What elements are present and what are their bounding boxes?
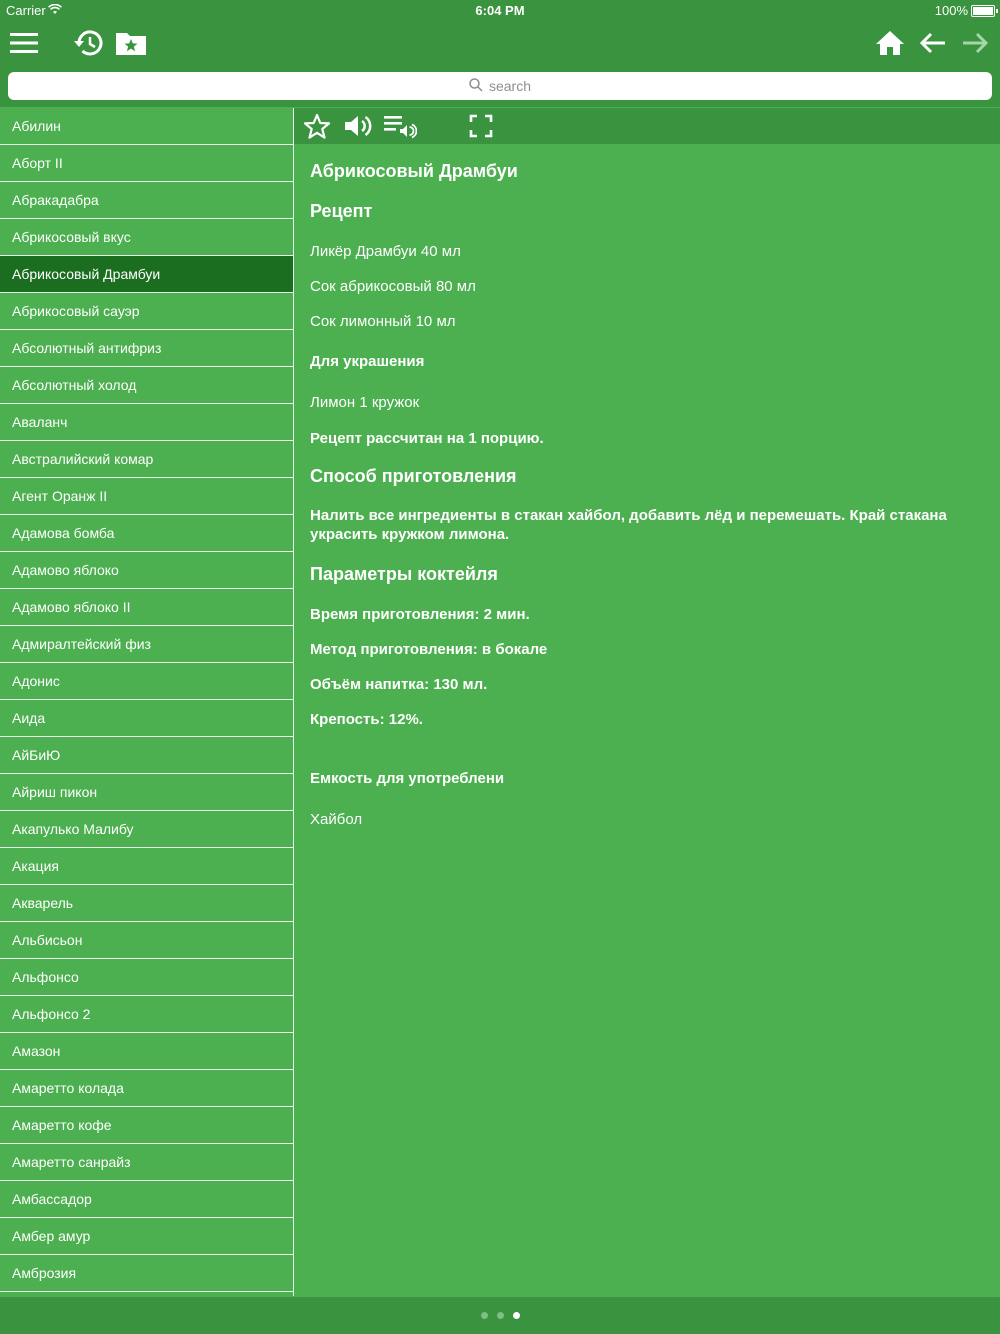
list-item[interactable]: Акапулько Малибу — [0, 811, 293, 848]
param-item: Крепость: 12%. — [310, 711, 423, 728]
list-item[interactable]: Амбассадор — [0, 1181, 293, 1218]
fullscreen-icon[interactable] — [464, 112, 498, 140]
search-icon — [469, 78, 489, 95]
list-item[interactable]: Амаретто санрайз — [0, 1144, 293, 1181]
ingredient: Сок лимонный 10 мл — [310, 313, 456, 330]
top-bar — [0, 0, 1000, 107]
list-item[interactable]: Альфонсо 2 — [0, 996, 293, 1033]
list-item[interactable]: Амаретто колада — [0, 1070, 293, 1107]
list-item[interactable]: Альбисьон — [0, 922, 293, 959]
home-icon[interactable] — [873, 26, 907, 60]
page-indicator[interactable] — [0, 1312, 1000, 1319]
list-item[interactable]: Адонис — [0, 663, 293, 700]
menu-icon[interactable] — [7, 26, 41, 60]
ingredient: Ликёр Драмбуи 40 мл — [310, 243, 461, 260]
list-item[interactable]: Амброзия — [0, 1255, 293, 1292]
list-item[interactable]: Абракадабра — [0, 182, 293, 219]
list-item[interactable]: Адамово яблоко II — [0, 589, 293, 626]
favorites-folder-icon[interactable] — [114, 26, 148, 60]
list-item[interactable]: Аваланч — [0, 404, 293, 441]
list-item[interactable]: Акация — [0, 848, 293, 885]
params-heading: Параметры коктейля — [310, 564, 498, 584]
method-text: Налить все ингредиенты в стакан хайбол, добавить лёд и перемешать. Край стакана украсить кружком лимона. — [310, 507, 947, 543]
forward-arrow-icon[interactable] — [958, 26, 992, 60]
list-item[interactable]: Айриш пикон — [0, 774, 293, 811]
param-item: Объём напитка: 130 мл. — [310, 676, 488, 693]
star-icon[interactable] — [300, 112, 334, 140]
list-item[interactable]: Амаретто кофе — [0, 1107, 293, 1144]
garnish-text: Лимон 1 кружок — [310, 394, 420, 411]
back-arrow-icon[interactable] — [916, 26, 950, 60]
glass-heading: Емкость для употреблени — [310, 770, 505, 787]
list-item[interactable]: Абилин — [0, 108, 293, 145]
ingredient: Сок абрикосовый 80 мл — [310, 278, 476, 295]
list-item[interactable]: Абсолютный антифриз — [0, 330, 293, 367]
list-item[interactable]: Альфонсо — [0, 959, 293, 996]
page-dot[interactable] — [497, 1312, 504, 1319]
search-input[interactable] — [8, 72, 992, 100]
article-toolbar — [294, 108, 1000, 144]
history-icon[interactable] — [71, 26, 105, 60]
battery-icon — [971, 5, 995, 17]
list-item[interactable]: Адамово яблоко — [0, 552, 293, 589]
playlist-speaker-icon[interactable] — [383, 112, 417, 140]
clock: 6:04 PM — [475, 3, 525, 18]
param-item: Время приготовления: 2 мин. — [310, 606, 530, 623]
bottom-bar — [0, 1297, 1000, 1334]
portion-note: Рецепт рассчитан на 1 порцию. — [310, 430, 544, 447]
battery-percent: 100% — [934, 3, 968, 18]
speaker-icon[interactable] — [341, 112, 375, 140]
search-placeholder: search — [488, 78, 532, 94]
list-item[interactable]: Адамова бомба — [0, 515, 293, 552]
list-item[interactable]: Абсолютный холод — [0, 367, 293, 404]
page-dot[interactable] — [513, 1312, 520, 1319]
list-item[interactable]: Австралийский комар — [0, 441, 293, 478]
list-item[interactable]: Амазон — [0, 1033, 293, 1070]
list-item[interactable]: Акварель — [0, 885, 293, 922]
list-item[interactable]: Адмиралтейский физ — [0, 626, 293, 663]
list-item[interactable]: Агент Оранж II — [0, 478, 293, 515]
param-item: Метод приготовления: в бокале — [310, 641, 548, 658]
list-item[interactable]: АйБиЮ — [0, 737, 293, 774]
garnish-heading: Для украшения — [310, 353, 425, 370]
article-title: Абрикосовый Драмбуи — [310, 161, 518, 181]
page-dot[interactable] — [481, 1312, 488, 1319]
glass-text: Хайбол — [310, 811, 363, 828]
list-item[interactable]: Абрикосовый вкус — [0, 219, 293, 256]
status-bar — [0, 0, 1000, 20]
list-item[interactable]: Аида — [0, 700, 293, 737]
list-item[interactable]: Амбер амур — [0, 1218, 293, 1255]
carrier-label: Carrier — [6, 3, 46, 18]
list-item[interactable]: Абрикосовый сауэр — [0, 293, 293, 330]
list-item[interactable]: Абрикосовый Драмбуи — [0, 256, 293, 293]
method-heading: Способ приготовления — [310, 466, 517, 486]
list-item[interactable]: Аборт II — [0, 145, 293, 182]
cocktail-list[interactable] — [0, 108, 294, 1296]
recipe-heading: Рецепт — [310, 201, 373, 221]
